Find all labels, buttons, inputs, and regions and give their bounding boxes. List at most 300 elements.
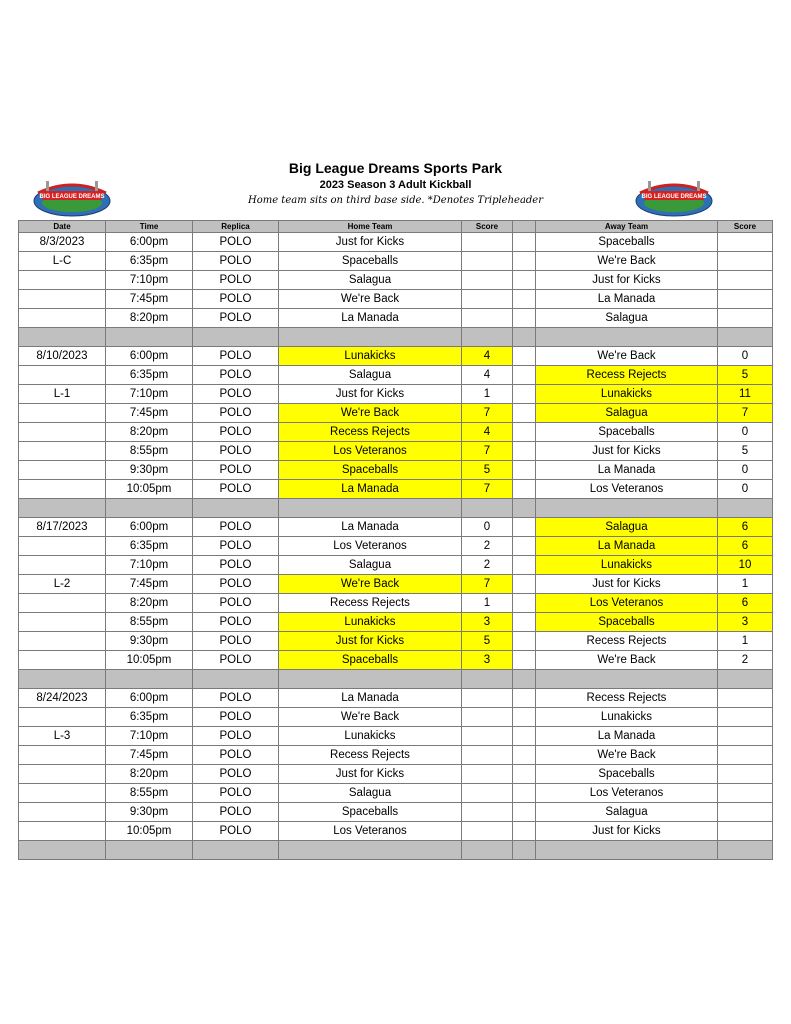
- replica-cell: POLO: [193, 613, 279, 632]
- away-team-cell: La Manada: [536, 727, 718, 746]
- away-team-cell: La Manada: [536, 290, 718, 309]
- replica-cell: POLO: [193, 575, 279, 594]
- time-cell: 7:45pm: [106, 404, 193, 423]
- blank-cell: [513, 290, 536, 309]
- separator-cell: [279, 328, 462, 347]
- away-team-cell: Salagua: [536, 404, 718, 423]
- home-team-cell: Spaceballs: [279, 651, 462, 670]
- svg-text:BIG LEAGUE DREAMS: BIG LEAGUE DREAMS: [641, 194, 707, 200]
- away-score-cell: 1: [718, 632, 773, 651]
- home-score-cell: 7: [462, 404, 513, 423]
- away-team-cell: Recess Rejects: [536, 366, 718, 385]
- big-league-dreams-logo-right: [634, 175, 714, 219]
- blank-cell: [513, 309, 536, 328]
- column-header-date: Date: [19, 221, 106, 233]
- table-row: [19, 727, 773, 746]
- home-team-cell: Spaceballs: [279, 252, 462, 271]
- separator-cell: [19, 499, 106, 518]
- replica-cell: POLO: [193, 822, 279, 841]
- home-score-cell: [462, 822, 513, 841]
- home-score-cell: 3: [462, 613, 513, 632]
- big-league-dreams-logo-left: [32, 175, 112, 219]
- time-cell: 6:00pm: [106, 689, 193, 708]
- away-team-cell: Salagua: [536, 309, 718, 328]
- separator-cell: [718, 670, 773, 689]
- home-team-cell: Recess Rejects: [279, 746, 462, 765]
- separator-cell: [279, 499, 462, 518]
- home-score-cell: [462, 708, 513, 727]
- table-row: [19, 518, 773, 537]
- separator-cell: [536, 328, 718, 347]
- home-score-cell: [462, 727, 513, 746]
- date-cell: [19, 803, 106, 822]
- home-team-cell: Salagua: [279, 366, 462, 385]
- date-cell: [19, 594, 106, 613]
- date-cell: L-1: [19, 385, 106, 404]
- date-cell: [19, 784, 106, 803]
- away-score-cell: [718, 727, 773, 746]
- table-row: [19, 689, 773, 708]
- replica-cell: POLO: [193, 765, 279, 784]
- blank-cell: [513, 613, 536, 632]
- home-score-cell: [462, 689, 513, 708]
- home-team-cell: La Manada: [279, 309, 462, 328]
- blank-cell: [513, 366, 536, 385]
- time-cell: 10:05pm: [106, 822, 193, 841]
- home-team-cell: Just for Kicks: [279, 765, 462, 784]
- table-row: [19, 746, 773, 765]
- home-team-cell: Spaceballs: [279, 803, 462, 822]
- home-team-cell: Just for Kicks: [279, 632, 462, 651]
- away-team-cell: Lunakicks: [536, 556, 718, 575]
- replica-cell: POLO: [193, 537, 279, 556]
- separator-cell: [279, 841, 462, 860]
- blank-cell: [513, 480, 536, 499]
- table-row: [19, 803, 773, 822]
- replica-cell: POLO: [193, 727, 279, 746]
- date-cell: [19, 461, 106, 480]
- date-cell: [19, 632, 106, 651]
- blank-cell: [513, 442, 536, 461]
- date-cell: L-3: [19, 727, 106, 746]
- time-cell: 7:45pm: [106, 575, 193, 594]
- home-score-cell: [462, 746, 513, 765]
- replica-cell: POLO: [193, 803, 279, 822]
- time-cell: 9:30pm: [106, 461, 193, 480]
- table-row: [19, 290, 773, 309]
- blank-cell: [513, 556, 536, 575]
- time-cell: 10:05pm: [106, 651, 193, 670]
- away-team-cell: Spaceballs: [536, 423, 718, 442]
- away-score-cell: [718, 746, 773, 765]
- home-team-cell: We're Back: [279, 708, 462, 727]
- replica-cell: POLO: [193, 556, 279, 575]
- home-team-cell: Los Veteranos: [279, 822, 462, 841]
- time-cell: 8:55pm: [106, 784, 193, 803]
- home-score-cell: 7: [462, 480, 513, 499]
- away-score-cell: 1: [718, 575, 773, 594]
- home-team-cell: La Manada: [279, 518, 462, 537]
- separator-cell: [193, 670, 279, 689]
- replica-cell: POLO: [193, 708, 279, 727]
- date-cell: 8/17/2023: [19, 518, 106, 537]
- home-team-cell: Just for Kicks: [279, 385, 462, 404]
- date-cell: [19, 822, 106, 841]
- home-team-cell: La Manada: [279, 480, 462, 499]
- replica-cell: POLO: [193, 309, 279, 328]
- away-score-cell: 3: [718, 613, 773, 632]
- table-row: [19, 366, 773, 385]
- home-team-cell: Los Veteranos: [279, 442, 462, 461]
- time-cell: 7:10pm: [106, 271, 193, 290]
- away-score-cell: [718, 803, 773, 822]
- time-cell: 8:20pm: [106, 765, 193, 784]
- time-cell: 8:55pm: [106, 613, 193, 632]
- home-score-cell: [462, 271, 513, 290]
- away-team-cell: Just for Kicks: [536, 575, 718, 594]
- home-team-cell: Recess Rejects: [279, 594, 462, 613]
- table-row: [19, 309, 773, 328]
- blank-cell: [513, 404, 536, 423]
- separator-row: [19, 670, 773, 689]
- home-score-cell: 5: [462, 461, 513, 480]
- time-cell: 9:30pm: [106, 632, 193, 651]
- home-team-cell: Lunakicks: [279, 347, 462, 366]
- time-cell: 8:20pm: [106, 309, 193, 328]
- blank-cell: [513, 822, 536, 841]
- separator-cell: [193, 499, 279, 518]
- separator-cell: [462, 499, 513, 518]
- separator-cell: [513, 841, 536, 860]
- away-score-cell: [718, 822, 773, 841]
- away-score-cell: [718, 252, 773, 271]
- home-score-cell: 1: [462, 594, 513, 613]
- separator-cell: [19, 670, 106, 689]
- replica-cell: POLO: [193, 252, 279, 271]
- blank-cell: [513, 746, 536, 765]
- separator-cell: [106, 499, 193, 518]
- away-score-cell: [718, 708, 773, 727]
- home-team-cell: Recess Rejects: [279, 423, 462, 442]
- replica-cell: POLO: [193, 746, 279, 765]
- replica-cell: POLO: [193, 233, 279, 252]
- separator-cell: [513, 670, 536, 689]
- home-team-cell: Just for Kicks: [279, 233, 462, 252]
- date-cell: [19, 423, 106, 442]
- date-cell: [19, 366, 106, 385]
- replica-cell: POLO: [193, 518, 279, 537]
- replica-cell: POLO: [193, 404, 279, 423]
- separator-cell: [462, 670, 513, 689]
- blank-cell: [513, 271, 536, 290]
- away-team-cell: Spaceballs: [536, 233, 718, 252]
- separator-cell: [513, 328, 536, 347]
- time-cell: 8:55pm: [106, 442, 193, 461]
- away-team-cell: We're Back: [536, 651, 718, 670]
- blank-cell: [513, 423, 536, 442]
- separator-cell: [106, 328, 193, 347]
- away-score-cell: [718, 233, 773, 252]
- table-row: [19, 480, 773, 499]
- date-cell: [19, 765, 106, 784]
- away-team-cell: We're Back: [536, 347, 718, 366]
- home-team-cell: Lunakicks: [279, 727, 462, 746]
- away-team-cell: La Manada: [536, 461, 718, 480]
- time-cell: 6:35pm: [106, 537, 193, 556]
- date-cell: [19, 271, 106, 290]
- replica-cell: POLO: [193, 271, 279, 290]
- replica-cell: POLO: [193, 385, 279, 404]
- table-row: [19, 252, 773, 271]
- time-cell: 8:20pm: [106, 594, 193, 613]
- table-row: [19, 708, 773, 727]
- home-score-cell: 0: [462, 518, 513, 537]
- away-team-cell: Recess Rejects: [536, 632, 718, 651]
- home-score-cell: 4: [462, 423, 513, 442]
- time-cell: 6:35pm: [106, 708, 193, 727]
- time-cell: 7:10pm: [106, 727, 193, 746]
- away-score-cell: 7: [718, 404, 773, 423]
- separator-cell: [536, 670, 718, 689]
- replica-cell: POLO: [193, 366, 279, 385]
- home-score-cell: 5: [462, 632, 513, 651]
- separator-cell: [718, 499, 773, 518]
- separator-cell: [106, 670, 193, 689]
- header-note: Home team sits on third base side. *Denotes Tripleheader: [247, 195, 544, 206]
- home-team-cell: Salagua: [279, 271, 462, 290]
- date-cell: 8/10/2023: [19, 347, 106, 366]
- away-score-cell: 0: [718, 480, 773, 499]
- date-cell: [19, 480, 106, 499]
- date-cell: [19, 556, 106, 575]
- separator-row: [19, 499, 773, 518]
- replica-cell: POLO: [193, 651, 279, 670]
- separator-cell: [279, 670, 462, 689]
- blank-cell: [513, 765, 536, 784]
- time-cell: 8:20pm: [106, 423, 193, 442]
- date-cell: 8/24/2023: [19, 689, 106, 708]
- date-cell: [19, 613, 106, 632]
- blank-cell: [513, 727, 536, 746]
- time-cell: 7:45pm: [106, 290, 193, 309]
- date-cell: 8/3/2023: [19, 233, 106, 252]
- separator-cell: [193, 841, 279, 860]
- table-row: [19, 442, 773, 461]
- away-score-cell: 5: [718, 442, 773, 461]
- time-cell: 7:10pm: [106, 556, 193, 575]
- table-row: [19, 822, 773, 841]
- away-team-cell: La Manada: [536, 537, 718, 556]
- away-team-cell: Recess Rejects: [536, 689, 718, 708]
- table-row: [19, 404, 773, 423]
- blank-cell: [513, 233, 536, 252]
- away-score-cell: 11: [718, 385, 773, 404]
- date-cell: [19, 746, 106, 765]
- table-row: [19, 537, 773, 556]
- date-cell: [19, 708, 106, 727]
- home-score-cell: 2: [462, 537, 513, 556]
- separator-cell: [536, 499, 718, 518]
- home-team-cell: Los Veteranos: [279, 537, 462, 556]
- date-cell: L-C: [19, 252, 106, 271]
- time-cell: 6:00pm: [106, 518, 193, 537]
- replica-cell: POLO: [193, 347, 279, 366]
- blank-cell: [513, 518, 536, 537]
- column-header-replica: Replica: [193, 221, 279, 233]
- home-score-cell: [462, 765, 513, 784]
- away-score-cell: 0: [718, 423, 773, 442]
- blank-cell: [513, 708, 536, 727]
- table-row: [19, 461, 773, 480]
- column-header-blank: [513, 221, 536, 233]
- blank-cell: [513, 252, 536, 271]
- table-row: [19, 423, 773, 442]
- column-header-home-team: Home Team: [279, 221, 462, 233]
- home-score-cell: 2: [462, 556, 513, 575]
- separator-row: [19, 841, 773, 860]
- date-cell: [19, 651, 106, 670]
- blank-cell: [513, 651, 536, 670]
- replica-cell: POLO: [193, 423, 279, 442]
- table-row: [19, 233, 773, 252]
- home-score-cell: 4: [462, 347, 513, 366]
- separator-cell: [718, 841, 773, 860]
- blank-cell: [513, 594, 536, 613]
- home-score-cell: [462, 290, 513, 309]
- separator-cell: [19, 841, 106, 860]
- separator-cell: [106, 841, 193, 860]
- separator-cell: [513, 499, 536, 518]
- home-score-cell: [462, 803, 513, 822]
- table-row: [19, 575, 773, 594]
- home-team-cell: We're Back: [279, 404, 462, 423]
- date-cell: L-2: [19, 575, 106, 594]
- away-team-cell: We're Back: [536, 252, 718, 271]
- away-team-cell: Just for Kicks: [536, 442, 718, 461]
- away-team-cell: Los Veteranos: [536, 480, 718, 499]
- away-score-cell: 6: [718, 518, 773, 537]
- home-team-cell: Lunakicks: [279, 613, 462, 632]
- home-team-cell: We're Back: [279, 290, 462, 309]
- table-row: [19, 613, 773, 632]
- away-score-cell: [718, 290, 773, 309]
- replica-cell: POLO: [193, 442, 279, 461]
- replica-cell: POLO: [193, 689, 279, 708]
- column-header-away-score: Score: [718, 221, 773, 233]
- blank-cell: [513, 461, 536, 480]
- home-score-cell: 4: [462, 366, 513, 385]
- away-score-cell: 6: [718, 537, 773, 556]
- home-score-cell: [462, 309, 513, 328]
- page-title: Big League Dreams Sports Park: [288, 160, 503, 176]
- blank-cell: [513, 385, 536, 404]
- separator-row: [19, 328, 773, 347]
- page-subtitle: 2023 Season 3 Adult Kickball: [319, 179, 472, 191]
- blank-cell: [513, 537, 536, 556]
- away-team-cell: Salagua: [536, 803, 718, 822]
- replica-cell: POLO: [193, 290, 279, 309]
- away-score-cell: [718, 689, 773, 708]
- time-cell: 6:00pm: [106, 233, 193, 252]
- away-score-cell: [718, 784, 773, 803]
- home-score-cell: 7: [462, 575, 513, 594]
- separator-cell: [19, 328, 106, 347]
- away-score-cell: [718, 271, 773, 290]
- home-score-cell: [462, 252, 513, 271]
- table-row: [19, 347, 773, 366]
- schedule-table: [18, 220, 773, 860]
- time-cell: 10:05pm: [106, 480, 193, 499]
- time-cell: 7:45pm: [106, 746, 193, 765]
- replica-cell: POLO: [193, 461, 279, 480]
- date-cell: [19, 404, 106, 423]
- separator-cell: [462, 841, 513, 860]
- away-team-cell: Spaceballs: [536, 765, 718, 784]
- time-cell: 6:35pm: [106, 366, 193, 385]
- away-team-cell: Spaceballs: [536, 613, 718, 632]
- replica-cell: POLO: [193, 784, 279, 803]
- home-score-cell: 3: [462, 651, 513, 670]
- table-row: [19, 651, 773, 670]
- replica-cell: POLO: [193, 480, 279, 499]
- blank-cell: [513, 803, 536, 822]
- table-row: [19, 784, 773, 803]
- blank-cell: [513, 632, 536, 651]
- away-team-cell: Just for Kicks: [536, 822, 718, 841]
- away-score-cell: 0: [718, 461, 773, 480]
- away-team-cell: Los Veteranos: [536, 784, 718, 803]
- away-team-cell: Just for Kicks: [536, 271, 718, 290]
- away-team-cell: Salagua: [536, 518, 718, 537]
- table-row: [19, 594, 773, 613]
- table-row: [19, 632, 773, 651]
- away-team-cell: Lunakicks: [536, 708, 718, 727]
- time-cell: 9:30pm: [106, 803, 193, 822]
- blank-cell: [513, 347, 536, 366]
- replica-cell: POLO: [193, 632, 279, 651]
- home-team-cell: La Manada: [279, 689, 462, 708]
- separator-cell: [536, 841, 718, 860]
- home-team-cell: We're Back: [279, 575, 462, 594]
- svg-text:BIG LEAGUE DREAMS: BIG LEAGUE DREAMS: [39, 194, 105, 200]
- table-header-row: [19, 221, 773, 233]
- separator-cell: [462, 328, 513, 347]
- date-cell: [19, 537, 106, 556]
- away-team-cell: Lunakicks: [536, 385, 718, 404]
- time-cell: 6:00pm: [106, 347, 193, 366]
- column-header-time: Time: [106, 221, 193, 233]
- away-score-cell: 0: [718, 347, 773, 366]
- time-cell: 6:35pm: [106, 252, 193, 271]
- separator-cell: [193, 328, 279, 347]
- home-team-cell: Salagua: [279, 556, 462, 575]
- table-row: [19, 765, 773, 784]
- column-header-away-team: Away Team: [536, 221, 718, 233]
- time-cell: 7:10pm: [106, 385, 193, 404]
- away-score-cell: [718, 309, 773, 328]
- table-row: [19, 556, 773, 575]
- away-team-cell: We're Back: [536, 746, 718, 765]
- away-score-cell: 10: [718, 556, 773, 575]
- home-score-cell: [462, 233, 513, 252]
- away-score-cell: [718, 765, 773, 784]
- away-score-cell: 5: [718, 366, 773, 385]
- blank-cell: [513, 784, 536, 803]
- blank-cell: [513, 575, 536, 594]
- blank-cell: [513, 689, 536, 708]
- away-score-cell: 6: [718, 594, 773, 613]
- home-team-cell: Spaceballs: [279, 461, 462, 480]
